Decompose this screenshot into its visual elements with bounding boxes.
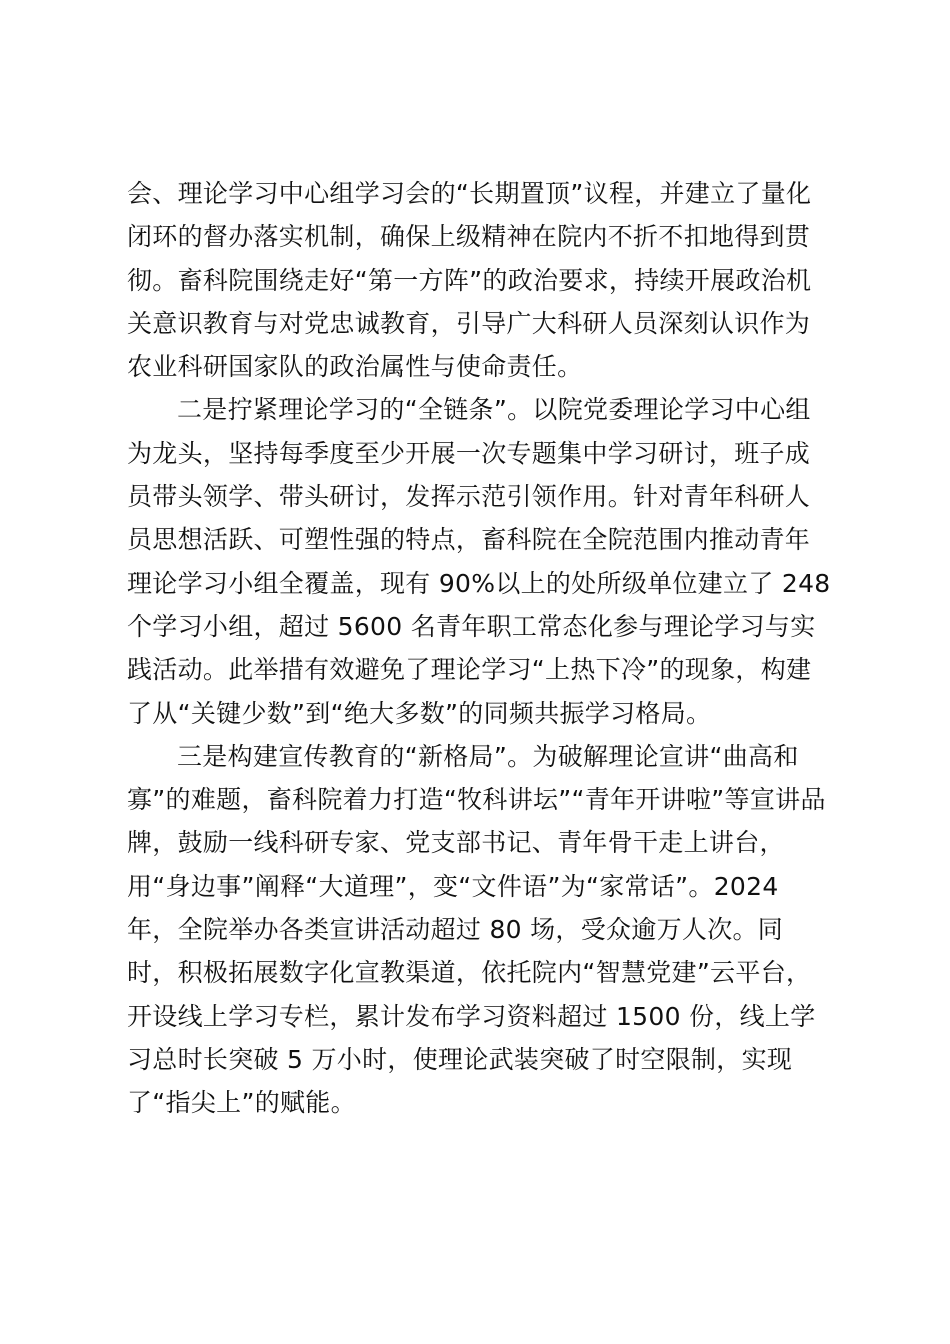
text-line: 年，全院举办各类宣讲活动超过 80 场，受众逾万人次。同 xyxy=(127,915,784,945)
paragraph-start-line: 二是拧紧理论学习的“全链条”。以院党委理论学习中心组 xyxy=(177,395,811,425)
paragraph-start-line: 三是构建宣传教育的“新格局”。为破解理论宣讲“曲高和 xyxy=(177,741,799,771)
text-line: 个学习小组，超过 5600 名青年职工常态化参与理论学习与实 xyxy=(127,611,816,641)
text-line: 关意识教育与对党忠诚教育，引导广大科研人员深刻认识作为 xyxy=(127,308,811,338)
text-line: 开设线上学习专栏，累计发布学习资料超过 1500 份，线上学 xyxy=(127,1001,816,1031)
text-line: 理论学习小组全覆盖，现有 90%以上的处所级单位建立了 248 xyxy=(127,568,831,598)
text-line: 员思想活跃、可塑性强的特点，畜科院在全院范围内推动青年 xyxy=(127,525,811,555)
text-line: 牌，鼓励一线科研专家、党支部书记、青年骨干走上讲台， xyxy=(127,828,785,858)
text-line: 用“身边事”阐释“大道理”，变“文件语”为“家常话”。2024 xyxy=(127,871,779,901)
text-line: 践活动。此举措有效避免了理论学习“上热下冷”的现象，构建 xyxy=(127,655,812,685)
text-line: 寡”的难题，畜科院着力打造“牧科讲坛”“青年开讲啦”等宣讲品 xyxy=(127,785,826,815)
text-line: 为龙头，坚持每季度至少开展一次专题集中学习研讨，班子成 xyxy=(127,438,811,468)
text-line: 时，积极拓展数字化宣教渠道，依托院内“智慧党建”云平台， xyxy=(127,958,812,988)
text-line: 农业科研国家队的政治属性与使命责任。 xyxy=(127,352,583,382)
text-line: 了从“关键少数”到“绝大多数”的同频共振学习格局。 xyxy=(127,698,712,728)
document-body xyxy=(127,172,847,1125)
text-line: 闭环的督办落实机制，确保上级精神在院内不折不扣地得到贯 xyxy=(127,222,811,252)
text-line: 了“指尖上”的赋能。 xyxy=(127,1088,356,1118)
text-line: 员带头领学、带头研讨，发挥示范引领作用。针对青年科研人 xyxy=(127,482,811,512)
text-line: 彻。畜科院围绕走好“第一方阵”的政治要求，持续开展政治机 xyxy=(127,265,812,295)
text-line: 会、理论学习中心组学习会的“长期置顶”议程，并建立了量化 xyxy=(127,179,812,208)
text-line: 习总时长突破 5 万小时，使理论武装突破了时空限制，实现 xyxy=(127,1044,793,1074)
